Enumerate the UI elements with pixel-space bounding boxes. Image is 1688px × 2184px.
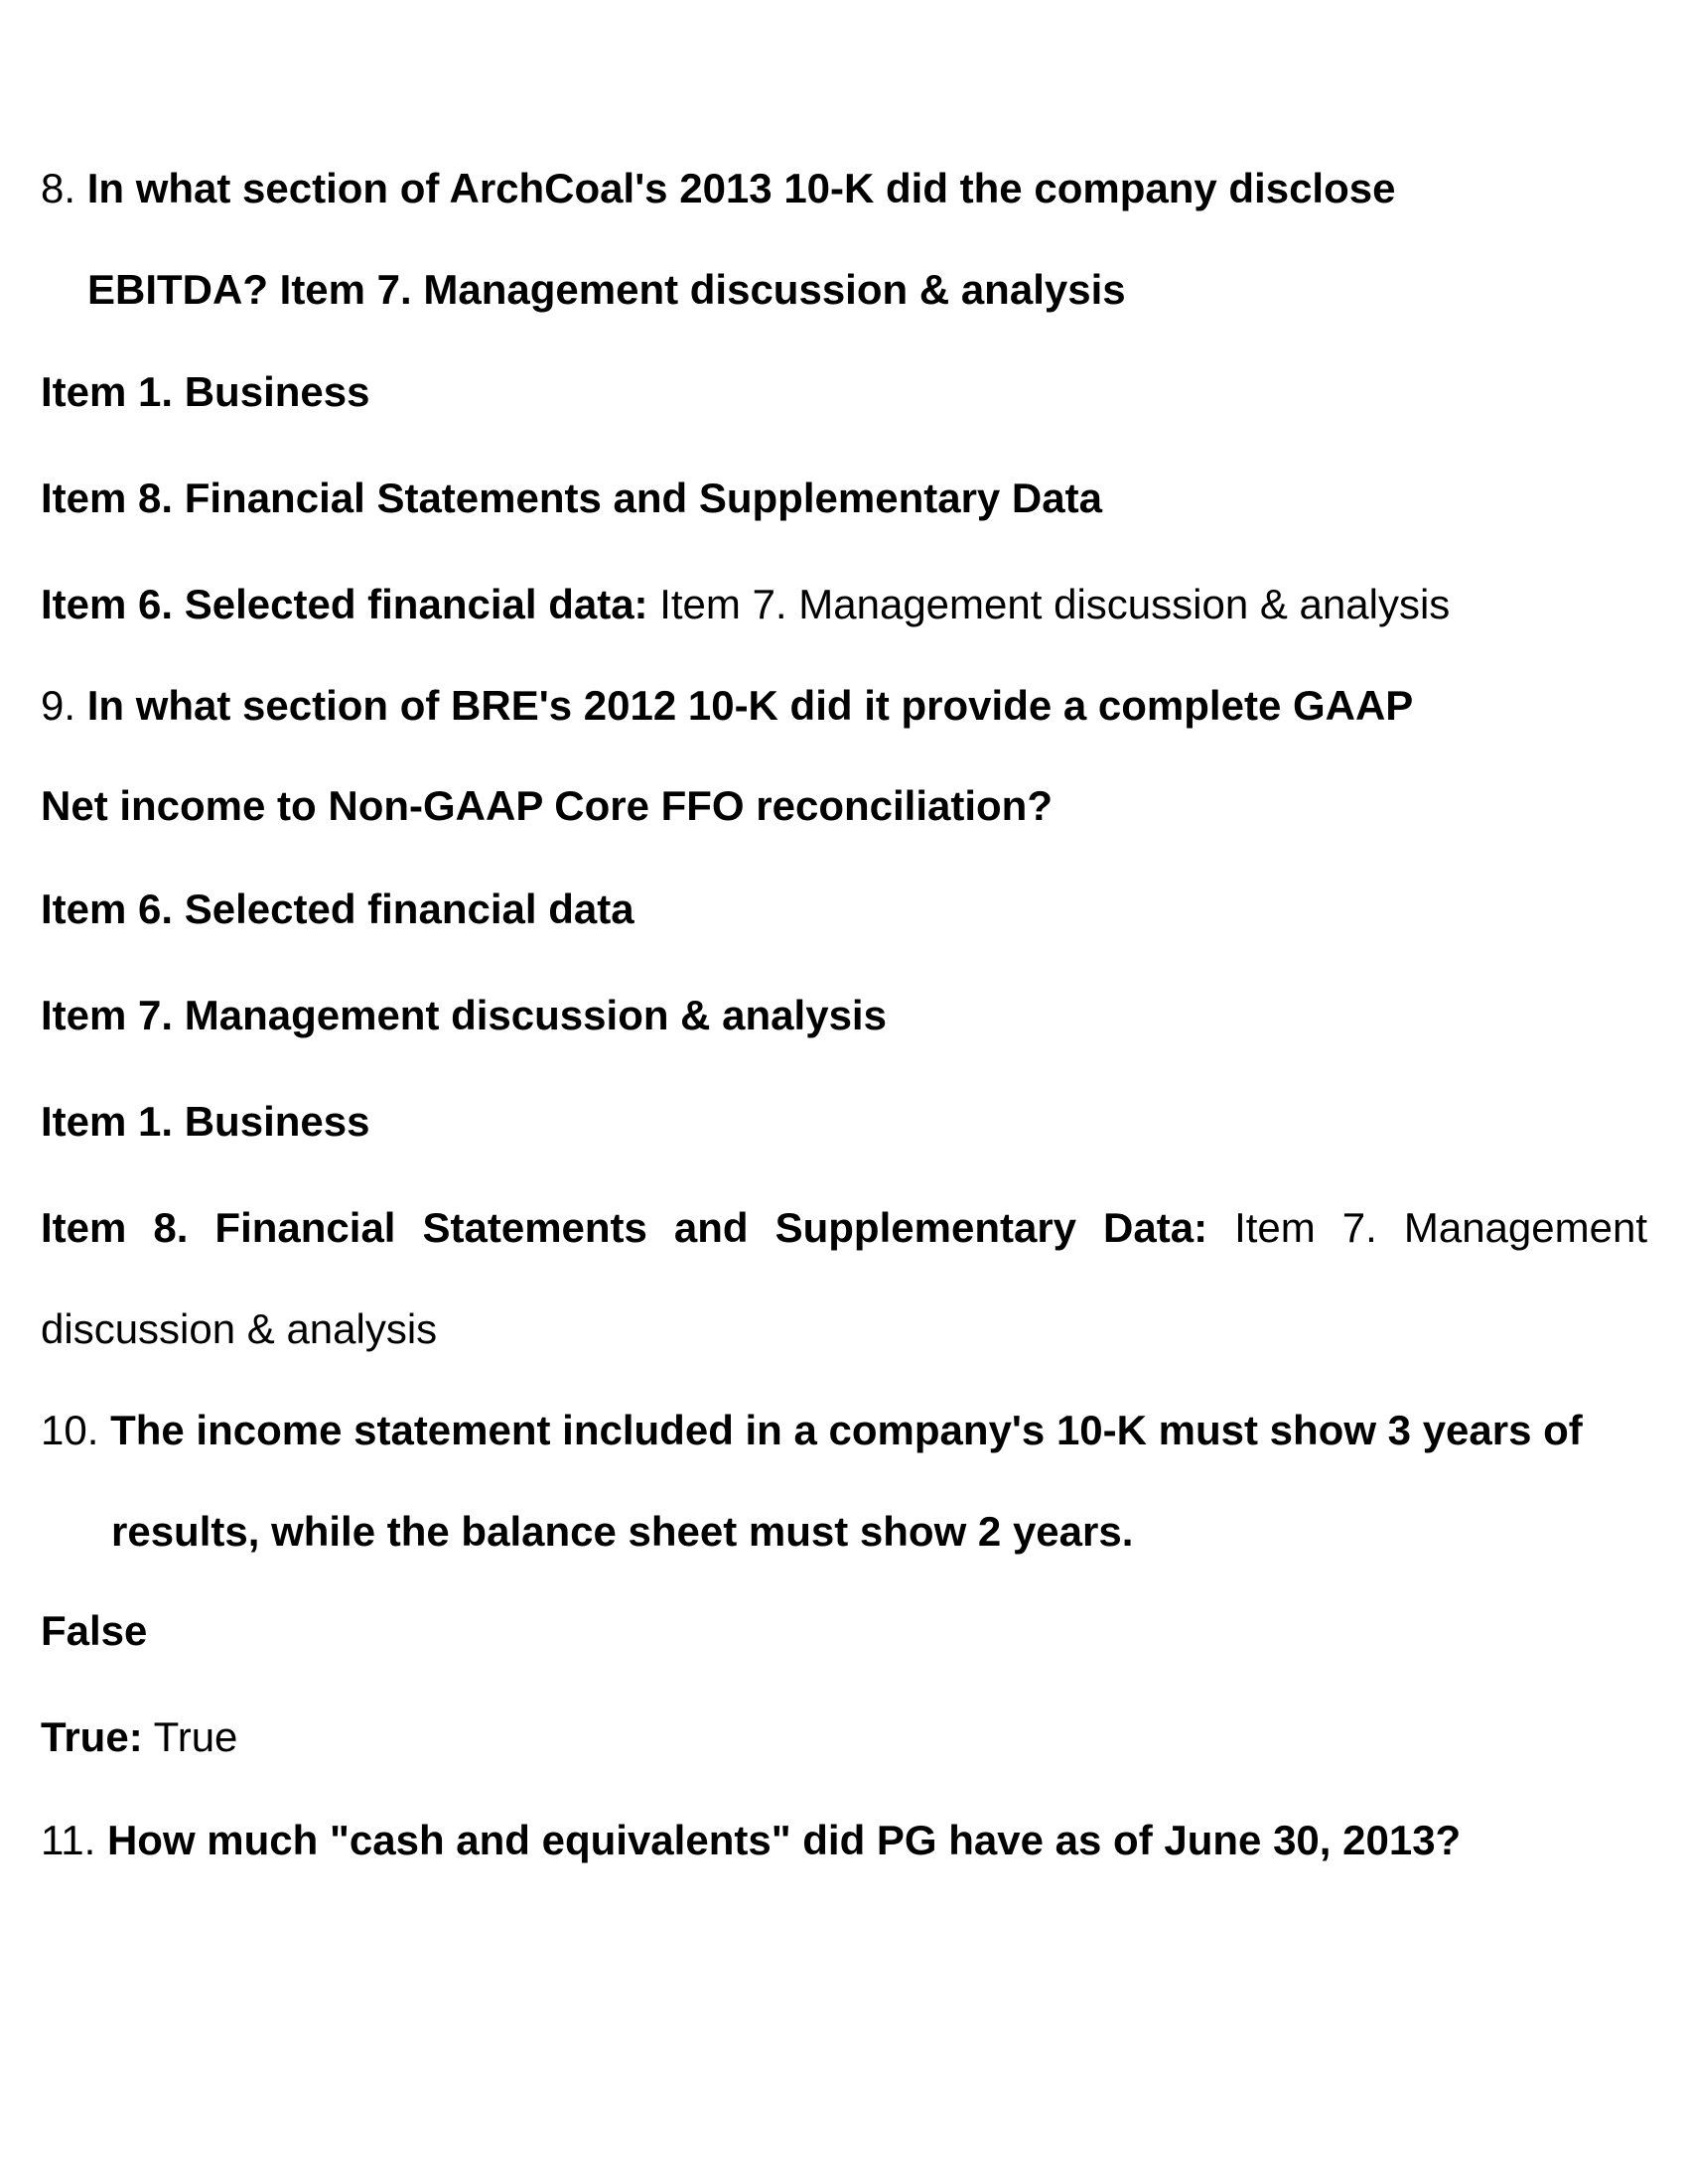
q9-option-4-word: Supplementary [774, 1204, 1077, 1251]
q9-option-3: Item 1. Business [41, 1098, 370, 1145]
q9-option-4-word: 8. [153, 1204, 189, 1251]
q9-answer-continued: discussion & analysis [41, 1305, 438, 1352]
q9-answer-line [41, 1204, 1647, 1252]
q9-answer-word: Management [1403, 1204, 1647, 1251]
q11-number: 11. [41, 1817, 96, 1863]
q10-question-line1 [41, 1407, 1647, 1454]
q11-question-line1 [41, 1817, 1647, 1864]
q9-answer-word: Item [1234, 1204, 1316, 1251]
q9-option-4-word: and [673, 1204, 749, 1251]
q10-option-1: False [41, 1607, 148, 1654]
q11-question-text: How much "cash and equivalents" did PG have as of June 30, 2013? [106, 1817, 1462, 1863]
q10-option-2: True: [41, 1713, 143, 1760]
q10-answer-line [41, 1713, 1647, 1761]
q10-number: 10. [41, 1407, 99, 1453]
q8-question-line2: EBITDA? Item 7. Management discussion & analysis [87, 266, 1126, 313]
q9-answer-word: 7. [1341, 1204, 1377, 1251]
q8-option-1: Item 1. Business [41, 368, 370, 415]
q9-option-1: Item 6. Selected financial data [41, 886, 634, 932]
q8-answer-line [41, 581, 1647, 628]
q9-option-4-word: Statements [422, 1204, 647, 1251]
q9-option-4-word: Financial [214, 1204, 396, 1251]
q8-number: 8. [41, 165, 76, 211]
q9-number: 9. [41, 682, 76, 729]
q9-question-text: In what section of BRE's 2012 10-K did it provide a complete GAAP [86, 682, 1414, 729]
q9-question-line2: Net income to Non-GAAP Core FFO reconciliation? [41, 782, 1053, 829]
q10-question-line2: results, while the balance sheet must show 2 years. [111, 1508, 1134, 1555]
q8-option-3: Item 6. Selected financial data: [41, 581, 648, 627]
q9-option-4-word: Item [41, 1204, 127, 1251]
q9-option-2: Item 7. Management discussion & analysis [41, 992, 887, 1038]
q10-answer: True [153, 1713, 238, 1760]
q9-question-line1 [41, 682, 1647, 730]
q8-question-line1 [41, 165, 1647, 212]
q8-question-text: In what section of ArchCoal's 2013 10-K did the company disclose [86, 165, 1396, 211]
q8-answer: Item 7. Management discussion & analysis [659, 581, 1451, 627]
q10-question-text: The income statement included in a company's 10-K must show 3 years of [110, 1407, 1583, 1453]
q9-option-4-word: Data: [1103, 1204, 1208, 1251]
q8-option-2: Item 8. Financial Statements and Supplementary Data [41, 475, 1102, 521]
